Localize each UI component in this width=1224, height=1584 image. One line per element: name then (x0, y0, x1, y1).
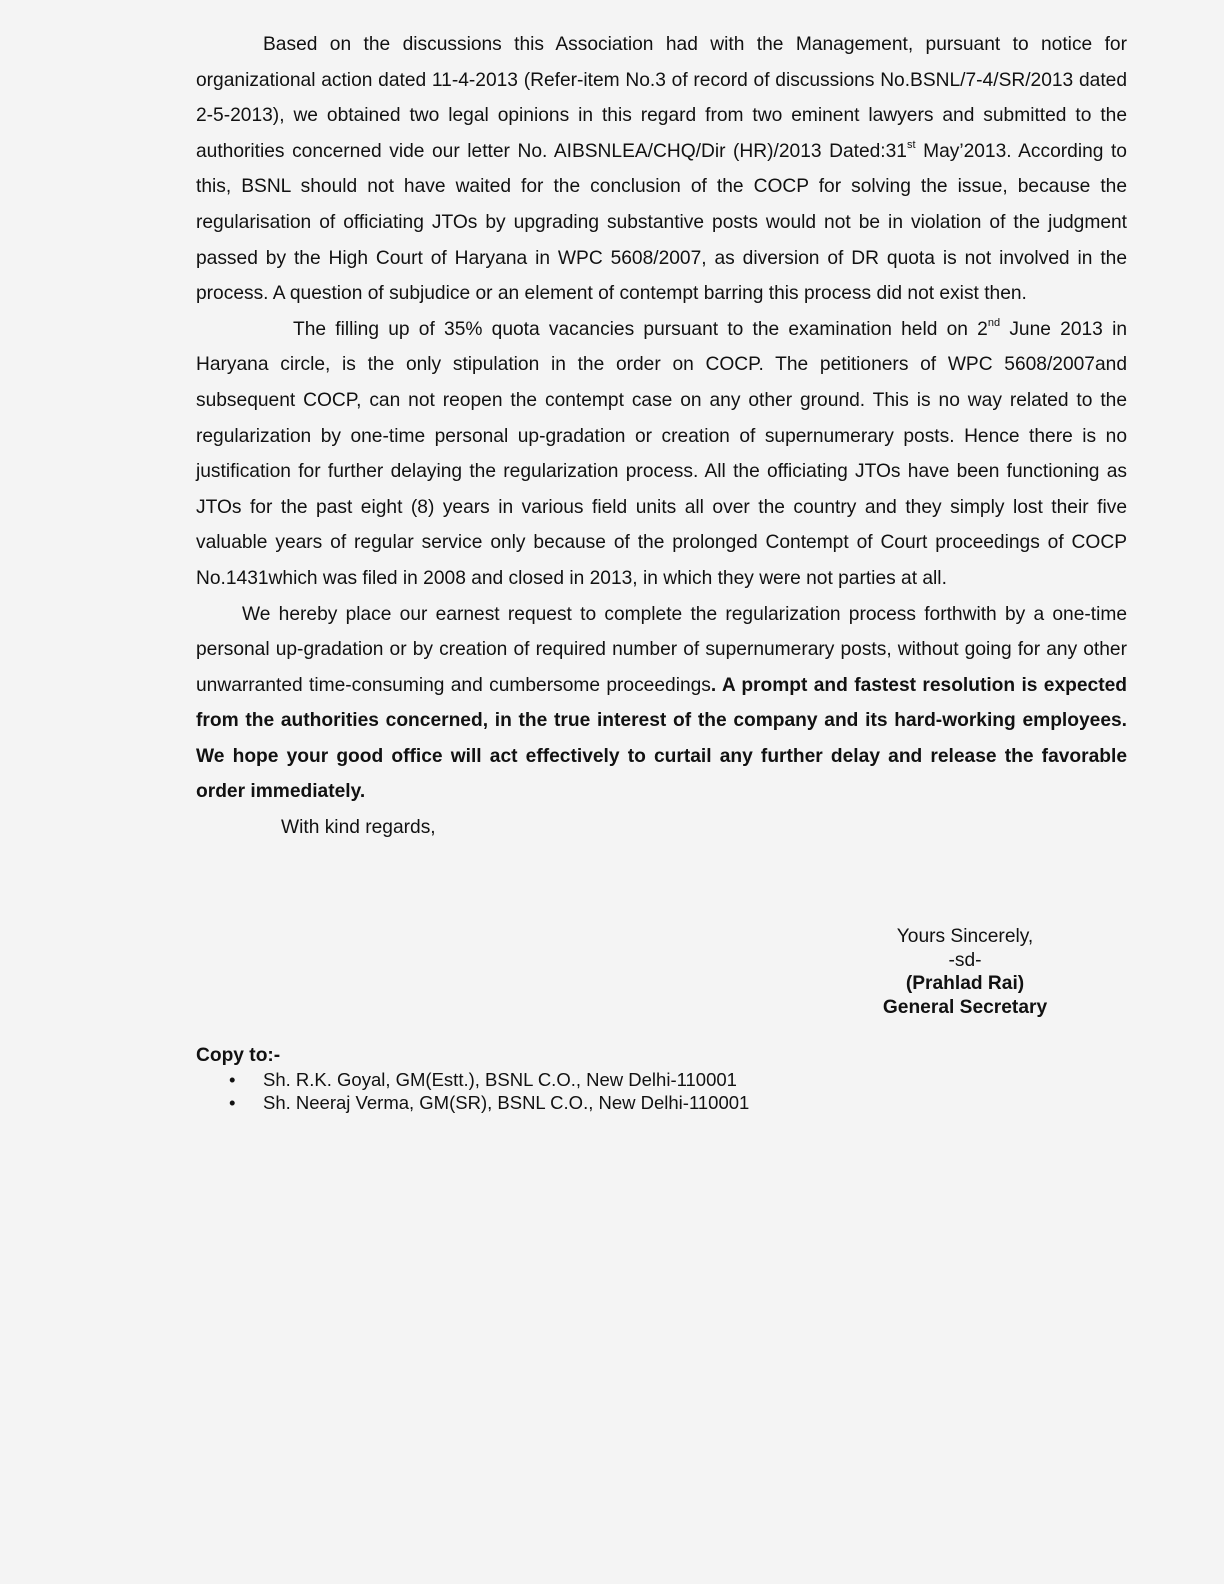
bullet-icon: • (229, 1069, 236, 1090)
paragraph-1-text-a: Based on the discussions this Association had with the Management, pursuant to notice for organizational action dated 11-4-2013 (Refer-item No.3 of record of discussions No.BSNL/7-4/SR/2013 dated 2-5-2013), we obtained two legal opinions in this regard from two eminent lawyers and submitted to the authorities concerned vide our letter No. AIBSNLEA/CHQ/Dir (HR)/2013 Dated:31 (196, 34, 1127, 162)
paragraph-request (196, 597, 1127, 811)
paragraph-2-superscript: nd (987, 317, 1001, 330)
bullet-icon: • (229, 1092, 236, 1114)
copy-to-list (196, 1068, 749, 1115)
paragraph-1-text-b: May’2013. According to this, BSNL should not have waited for the conclusion of the COCP for solving the issue, because the regularisation of officiating JTOs by upgrading substantive posts would not be in violation of the judgment passed by the High Court of Haryana in WPC 5608/2007, as diversion of DR quota is not involved in the process. A question of subjudice or an element of contempt barring this process did not exist then. (196, 140, 1127, 305)
recipient-text: Sh. R.K. Goyal, GM(Estt.), BSNL C.O., New Delhi-110001 (263, 1069, 737, 1090)
paragraph-1-superscript: st (906, 139, 916, 152)
paragraph-cocp-stipulation (196, 312, 1127, 597)
signed-mark: -sd- (948, 949, 982, 971)
signature-block (845, 925, 1085, 1019)
paragraph-3-text-a: We hereby place our earnest request to complete the regularization process forthwith by a one-time personal up-gradation or by creation of required number of supernumerary posts, without going for any other unwarranted time-consuming and cumbersome proceedings (196, 603, 1127, 696)
list-item (196, 1091, 749, 1114)
copy-to-heading: Copy to:- (196, 1045, 281, 1066)
signatory-designation: General Secretary (882, 996, 1048, 1018)
paragraph-2-text-b: June 2013 in Haryana circle, is the only stipulation in the order on COCP. The petitioners of WPC 5608/2007and subsequent COCP, can not reopen the contempt case on any other ground. This is no way related to the regularization by one-time personal up-gradation or creation of supernumerary posts. Hence there is no justification for further delaying the regularization process. All the officiating JTOs have been functioning as JTOs for the past eight (8) years in various field units all over the country and they simply lost their five valuable years of regular service only because of the prolonged Contempt of Court proceedings of COCP No.1431which was filed in 2008 and closed in 2013, in which they were not parties at all. (196, 318, 1127, 589)
list-item (196, 1068, 749, 1091)
kind-regards: With kind regards, (281, 817, 436, 839)
letter-body (196, 27, 1127, 846)
signatory-name: (Prahlad Rai) (905, 973, 1025, 995)
closing-line: Yours Sincerely, (896, 926, 1034, 947)
copy-to-section (196, 1044, 749, 1115)
paragraph-3-bold-text: . A prompt and fastest resolution is expected from the authorities concerned, in the true interest of the company and its hard-working employees. We hope your good office will act effectively to curtail any further delay and release the favorable order immediately. (196, 674, 1127, 803)
recipient-text: Sh. Neeraj Verma, GM(SR), BSNL C.O., New Delhi-110001 (263, 1092, 750, 1114)
paragraph-legal-opinions (196, 27, 1127, 312)
paragraph-2-text-a: The filling up of 35% quota vacancies pursuant to the examination held on 2 (293, 318, 988, 340)
